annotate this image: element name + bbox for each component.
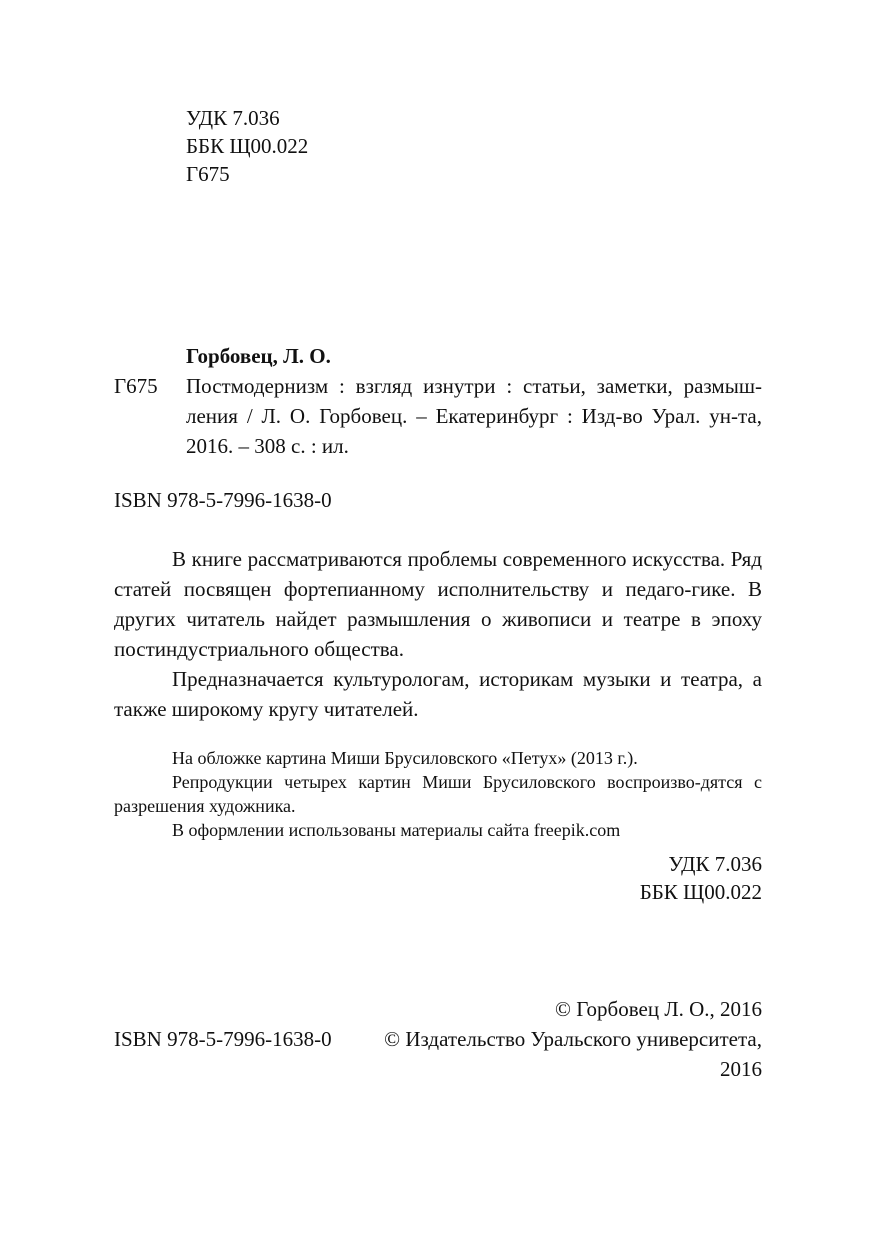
note-reproductions: Репродукции четырех картин Миши Брусиловского воспроизво-дятся с разрешения художника. [114,772,762,816]
note-design: В оформлении использованы материалы сайта freepik.com [172,820,621,840]
notes [114,746,762,842]
copyright-author: © Горбовец Л. О., 2016 [555,997,762,1021]
bib-description [186,371,762,461]
copyright-isbn-row [114,1024,762,1054]
annotation-paragraph-2: Предназначается культурологам, историкам музыки и театра, а также широкому кругу читателей. [114,667,762,721]
isbn-line: ISBN 978-5-7996-1638-0 [114,488,332,512]
bib-line-1: Постмодернизм : взгляд изнутри : статьи, заметки, размыш- [186,374,762,398]
copyright-publisher-year: 2016 [720,1057,762,1081]
annotation-paragraph-1: В книге рассматриваются проблемы современного искусства. Ряд статей посвящен фортепианному исполнительству и педаго-гике. В других читатель найдет размышления о живописи и театре в эпоху постиндустриального общества. [114,547,762,661]
udk-code-top: УДК 7.036 [186,106,280,130]
bbk-code-bottom: ББК Щ00.022 [639,880,762,904]
bib-line-3: 2016. – 308 с. : ил. [186,434,349,458]
bbk-code-top: ББК Щ00.022 [186,134,309,158]
copyright-isbn: ISBN 978-5-7996-1638-0 [114,1027,332,1051]
udk-code-bottom: УДК 7.036 [668,852,762,876]
author-heading: Горбовец, Л. О. [186,344,331,368]
bib-line-2: ления / Л. О. Горбовец. – Екатеринбург : Изд-во Урал. ун-та, [186,404,762,428]
note-cover: На обложке картина Миши Брусиловского «Петух» (2013 г.). [172,748,638,768]
author-sign-top: Г675 [186,162,230,186]
bib-sign: Г675 [114,374,158,398]
copyright-block [114,994,762,1084]
annotation [114,544,762,724]
copyright-publisher: © Издательство Уральского университета, [384,1027,762,1051]
